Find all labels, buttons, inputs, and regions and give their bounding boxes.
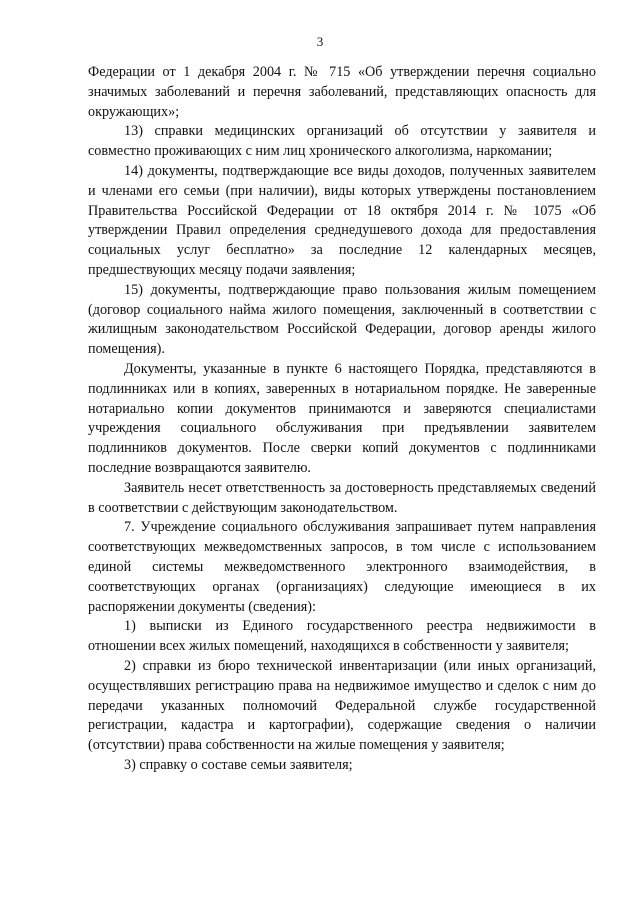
document-body bbox=[88, 63, 596, 776]
paragraph: 3) справку о составе семьи заявителя; bbox=[124, 756, 353, 773]
paragraph: Федерации от 1 декабря 2004 г. № 715 «Об утверждении перечня социально значимых заболеваний и перечня заболеваний, представляющих опасность для окружающих»; bbox=[88, 64, 596, 120]
page-number: 3 bbox=[316, 34, 324, 49]
paragraph: Заявитель несет ответственность за достоверность представляемых сведений в соответствии с действующим законодательством. bbox=[88, 479, 596, 516]
paragraph: 1) выписки из Единого государственного реестра недвижимости в отношении всех жилых помещений, находящихся в собственности у заявителя; bbox=[88, 618, 596, 655]
paragraph: 14) документы, подтверждающие все виды доходов, полученных заявителем и членами его семьи (при наличии), виды которых утверждены постановлением Правительства Российской Федерации от 18 октября 2014 г. № 1075 «Об утверждении Правил определения среднедушевого дохода для предоставления социальных услуг бесплатно» за последние 12 календарных месяцев, предшествующих месяцу подачи заявления; bbox=[88, 162, 596, 278]
paragraph: 2) справки из бюро технической инвентаризации (или иных организаций, осуществлявших регистрацию права на недвижимое имущество и сделок с ним до передачи указанных полномочий Федеральной службе государственной регистрации, кадастра и картографии), содержащие сведения о наличии (отсутствии) права собственности на жилые помещения у заявителя; bbox=[88, 657, 596, 754]
paragraph: Документы, указанные в пункте 6 настоящего Порядка, представляются в подлинниках или в копиях, заверенных в нотариальном порядке. Не заверенные нотариально копии документов принимаются и заверяются специалистами учреждения социального обслуживания при предъявлении заявителем подлинников документов. После сверки копий документов с подлинниками последние возвращаются заявителю. bbox=[88, 360, 596, 476]
paragraph: 7. Учреждение социального обслуживания запрашивает путем направления соответствующих межведомственных запросов, в том числе с использованием единой системы межведомственного электронного взаимодействия, в соответствующих органах (организациях) следующие имеющиеся в их распоряжении документы (сведения): bbox=[88, 519, 596, 615]
paragraph: 13) справки медицинских организаций об отсутствии у заявителя и совместно проживающих с ним лиц хронического алкоголизма, наркомании; bbox=[88, 123, 596, 160]
paragraph: 15) документы, подтверждающие право пользования жилым помещением (договор социального найма жилого помещения, заключенный в соответствии с жилищным законодательством Российской Федерации, договор аренды жилого помещения). bbox=[88, 281, 596, 358]
